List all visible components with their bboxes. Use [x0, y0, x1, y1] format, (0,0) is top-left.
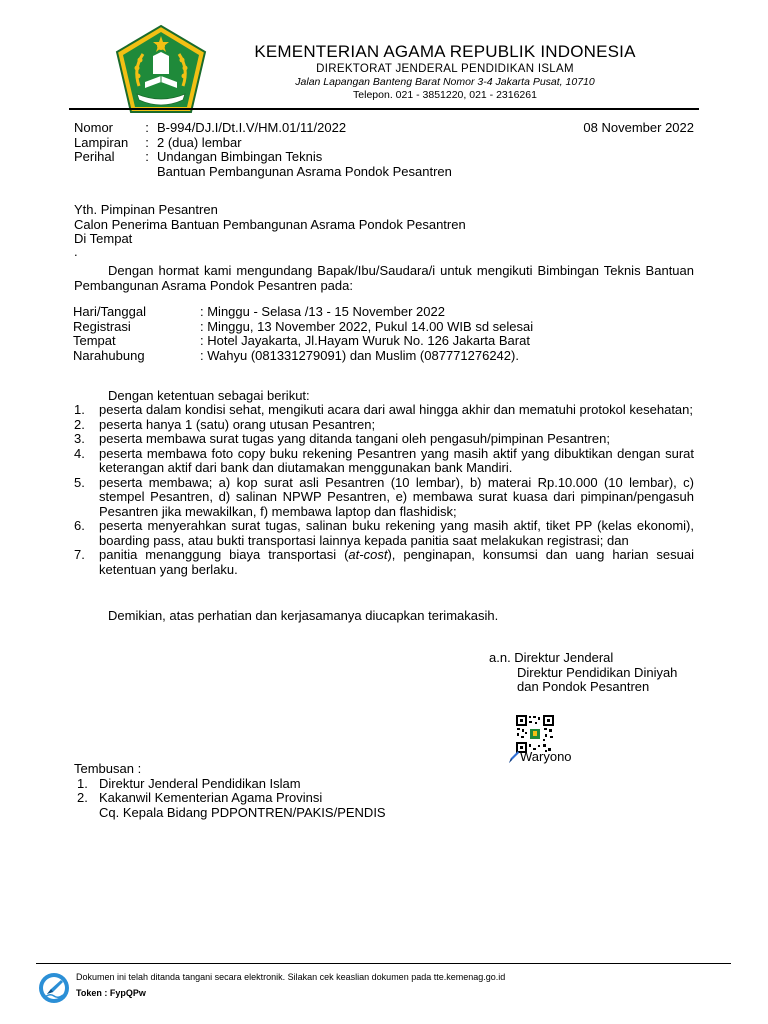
- list-item-text: peserta membawa surat tugas yang ditanda tangani oleh pengasuh/pimpinan Pesantren;: [99, 431, 610, 446]
- list-item-number: 2.: [74, 416, 85, 432]
- meta-key: Perihal: [74, 149, 115, 164]
- list-item-text: peserta dalam kondisi sehat, mengikuti acara dari awal hingga akhir dan mematuhi protokol kesehatan;: [99, 402, 694, 417]
- list-item: [74, 476, 694, 520]
- directorate-name: DIREKTORAT JENDERAL PENDIDIKAN ISLAM: [316, 63, 574, 75]
- schedule-value: : Wahyu (081331279091) dan Muslim (087771276242).: [200, 347, 519, 363]
- meta-spacer: [137, 165, 157, 180]
- tembusan-label: Tembusan :: [74, 761, 142, 776]
- schedule-key: Registrasi: [73, 318, 131, 334]
- letterhead: [205, 42, 685, 102]
- meta-value: Undangan Bimbingan Teknis: [157, 149, 323, 164]
- schedule-value: : Minggu - Selasa /13 - 15 November 2022: [200, 304, 445, 319]
- schedule-row: [73, 334, 693, 349]
- list-item: [74, 418, 694, 433]
- list-item-text-part: ), penginapan, konsumsi dan uang harian sesuai ketentuan yang berlaku.: [99, 547, 694, 577]
- ministry-title: KEMENTERIAN AGAMA REPUBLIK INDONESIA: [254, 42, 636, 61]
- addressee: [74, 202, 694, 259]
- meta-colon: :: [145, 134, 149, 150]
- list-item-text: peserta membawa foto copy buku rekening Pesantren yang masih aktif yang dibuktikan dengan surat keterangan aktif dari bank dan diutamakan menggunakan bank Mandiri.: [99, 445, 694, 475]
- list-item-number: 6.: [74, 518, 85, 533]
- esign-note: Dokumen ini telah ditanda tangani secara elektronik. Silakan cek keaslian dokumen pada tte.kemenag.go.id: [76, 972, 506, 982]
- conditions-list: [74, 403, 694, 577]
- list-item-text: [99, 548, 694, 577]
- schedule-value: : Hotel Jayakarta, Jl.Hayam Wuruk No. 126 Jakarta Barat: [200, 333, 530, 348]
- schedule-key: Hari/Tanggal: [73, 304, 146, 319]
- office-address: Jalan Lapangan Banteng Barat Nomor 3-4 Jakarta Pusat, 10710: [295, 76, 595, 88]
- meta-perihal: [74, 150, 694, 165]
- list-item: [74, 403, 694, 418]
- meta-colon: :: [145, 120, 149, 135]
- list-item-cont: [74, 806, 574, 821]
- meta-key: Nomor: [74, 120, 114, 135]
- list-item: [74, 548, 694, 577]
- addressee-dot: .: [74, 243, 78, 259]
- letter-meta: [74, 121, 694, 179]
- intro-paragraph: Dengan hormat kami mengundang Bapak/Ibu/Saudara/i untuk mengikuti Bimbingan Teknis Bantuan Pembangunan Asrama Pondok Pesantren pada:: [74, 263, 694, 293]
- schedule-table: [73, 305, 693, 363]
- list-item-text: peserta menyerahkan surat tugas, salinan buku rekening yang masih aktif, tiket PP (kelas ekonomi), boarding pass, atau bukti transportasi lainnya kepada panitia saat melakukan registrasi; dan: [99, 518, 694, 548]
- list-item-text: Cq. Kepala Bidang PDPONTREN/PAKIS/PENDIS: [99, 804, 386, 820]
- tembusan: [74, 762, 574, 820]
- meta-value: 2 (dua) lembar: [157, 134, 242, 150]
- meta-colon: :: [145, 149, 149, 164]
- meta-lampiran: [74, 136, 694, 151]
- header-divider: [69, 108, 699, 110]
- list-item: [74, 432, 694, 447]
- schedule-key: Tempat: [73, 333, 116, 348]
- e-signature-icon: [38, 972, 70, 1004]
- addressee-line: Di Tempat: [74, 231, 133, 246]
- schedule-value: : Minggu, 13 November 2022, Pukul 14.00 WIB sd selesai: [200, 318, 534, 334]
- meta-value: Bantuan Pembangunan Asrama Pondok Pesantren: [157, 163, 452, 179]
- list-item-text-part: panitia menanggung biaya transportasi (: [99, 547, 349, 562]
- list-item-number: 2.: [77, 790, 88, 805]
- kemenag-emblem-icon: [113, 24, 209, 116]
- signature-title: a.n. Direktur Jenderal: [489, 650, 614, 665]
- meta-key: Lampiran: [74, 134, 129, 150]
- esign-token: Token : FypQPw: [76, 988, 146, 998]
- list-item-number: 1.: [77, 775, 88, 791]
- list-item-number: 5.: [74, 474, 85, 490]
- list-item-spacer: [74, 806, 99, 821]
- esign-footer: [36, 963, 731, 1003]
- schedule-row: [73, 305, 693, 320]
- list-item: [74, 447, 694, 476]
- list-item-text: Direktur Jenderal Pendidikan Islam: [99, 775, 301, 791]
- letter-date: 08 November 2022: [583, 120, 694, 135]
- schedule-row: [73, 349, 693, 364]
- addressee-line: Calon Penerima Bantuan Pembangunan Asrama Pondok Pesantren: [74, 216, 466, 232]
- signer-name: Waryono: [520, 749, 572, 764]
- list-item-text: Kakanwil Kementerian Agama Provinsi: [99, 790, 323, 805]
- signature-title: dan Pondok Pesantren: [517, 679, 650, 694]
- list-item-text: peserta hanya 1 (satu) orang utusan Pesantren;: [99, 416, 376, 432]
- list-item-number: 4.: [74, 445, 85, 461]
- list-item: [74, 777, 574, 792]
- list-item: [74, 791, 574, 806]
- signature-block: [489, 651, 719, 695]
- list-item-italic: at-cost: [348, 547, 388, 562]
- conditions-intro: Dengan ketentuan sebagai berikut:: [108, 388, 310, 403]
- meta-value: B-994/DJ.I/Dt.I.V/HM.01/11/2022: [157, 120, 347, 135]
- closing-paragraph: Demikian, atas perhatian dan kerjasamanya diucapkan terimakasih.: [108, 608, 499, 623]
- meta-perihal-cont: [74, 165, 694, 180]
- list-item-number: 7.: [74, 547, 85, 562]
- schedule-row: [73, 320, 693, 335]
- office-phone: Telepon. 021 - 3851220, 021 - 2316261: [353, 89, 537, 101]
- list-item-text: peserta membawa; a) kop surat asli Pesantren (10 lembar), b) materai Rp.10.000 (10 lembar), c) stempel Pesantren, d) salinan NPWP Pesantren, e) membawa surat kuasa dari pimpinan/pengasuh Pesantren jika mewakilkan, f) membawa laptop dan flashidisk;: [99, 474, 694, 519]
- qr-code-icon: [515, 714, 555, 754]
- schedule-key: Narahubung: [73, 347, 145, 363]
- addressee-line: Yth. Pimpinan Pesantren: [74, 202, 218, 217]
- list-item-number: 1.: [74, 402, 85, 417]
- signature-title: Direktur Pendidikan Diniyah: [517, 664, 678, 680]
- meta-spacer: [74, 165, 137, 180]
- list-item-number: 3.: [74, 431, 85, 446]
- list-item: [74, 519, 694, 548]
